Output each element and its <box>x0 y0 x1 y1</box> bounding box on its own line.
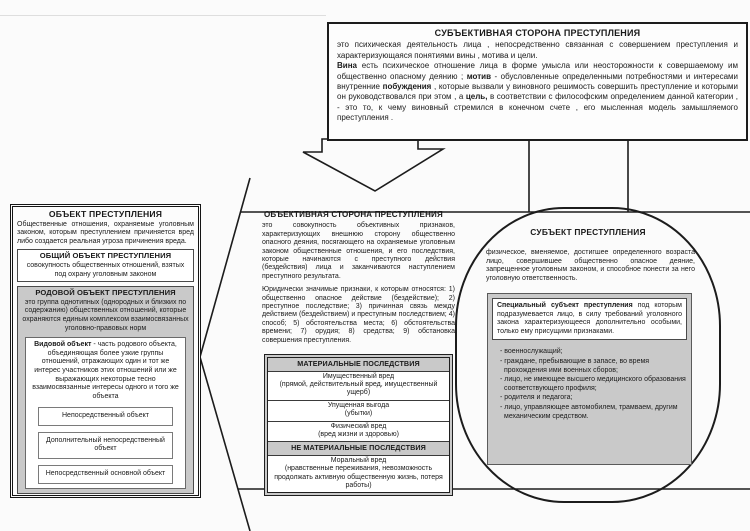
down-arrow <box>303 139 443 191</box>
scan-top-rule <box>0 15 326 16</box>
term-pobuzhdenia: побуждения <box>382 82 432 92</box>
example-item: - граждане, пребывающие в запасе, во время прохождения ими военных сборов; <box>500 357 650 374</box>
table-row <box>268 421 449 442</box>
term-vina-text: есть психическое отношение лица в форме умысла или неосторожности к совершаемому им общественно опасному деянию ; <box>337 61 738 81</box>
general-object-box <box>17 249 194 282</box>
row-detail: (прямой, действительный вред, имущественный ущерб) <box>279 380 438 397</box>
object-intro: Общественные отношения, охраняемые уголовным законом, которым преступлением причиняется вред либо создается реальная угроза причинения вреда. <box>17 220 194 245</box>
special-subject-examples <box>492 348 687 421</box>
table-row <box>268 400 449 421</box>
special-subject-text: под которым подразумевается лицо, в силу требований уголовного закона характеризующееся дополнительно особыми, только ему присущими признаками. <box>497 302 682 335</box>
object-box-inner <box>12 206 199 496</box>
objective-side-title: ОБЪЕКТИВНАЯ СТОРОНА ПРЕСТУПЛЕНИЯ <box>264 210 443 219</box>
left-arrow-head <box>200 178 250 531</box>
general-object-title: ОБЩИЙ ОБЪЕКТ ПРЕСТУПЛЕНИЯ <box>39 251 172 261</box>
generic-object-text: это группа однотипных (однородных и близких по содержанию) общественных отношений, которые охраняются единым комплексом взаимосвязанных уголовно-правовых норм <box>22 298 189 332</box>
example-item: - лицо, управляющее автомобилем, трамваем, другим механическим средством. <box>500 403 678 420</box>
row-detail: (убытки) <box>344 410 373 418</box>
general-object-text: совокупность общественных отношений, взятых под охрану уголовным законом <box>26 261 185 278</box>
main-direct-object-box: Непосредственный основной объект <box>38 465 173 484</box>
additional-direct-object-box: Дополнительный непосредственный объект <box>38 432 173 459</box>
nonmaterial-consequences-header: НЕ МАТЕРИАЛЬНЫЕ ПОСЛЕДСТВИЯ <box>268 441 449 454</box>
species-object-term: Видовой объект <box>34 341 92 349</box>
generic-object-box <box>17 286 194 494</box>
example-item: - военнослужащий; <box>500 348 563 356</box>
row-detail: (вред жизни и здоровью) <box>318 430 399 438</box>
row-detail: (нравственные переживания, невозможность продолжать активную общественную жизнь, потеря работы) <box>274 465 443 489</box>
table-row <box>268 371 449 400</box>
objective-side-signs: Юридически значимые признаки, к которым относятся: 1) общественно опасное действие (бездействие); 2) преступное последствие; 3) причинная связь между действием (бездействием) и преступным последствием; 4) способ; 5) обстоятельства места; 6) обстоятельства времени; 7) орудия; 8) средства; 9) обстановка совершения преступления. <box>262 286 455 344</box>
row-name: Имущественный вред <box>322 372 395 380</box>
term-tsel: цель, <box>465 92 488 102</box>
term-pobuzhdenia-text: , которые вызвали у виновного решимость совершить преступление и которыми он руководствовался при этом , а <box>337 82 738 102</box>
objective-side-intro: это совокупность объективных признаков, характеризующих внешнюю сторону общественно опасного деяния, посягающего на охраняемые уголовным законом общественные отношения, и его последствия, которые начинаются с преступного действия (бездействия) лица и заканчиваются наступлением преступного результата. <box>262 222 455 280</box>
consequences-table-inner <box>267 357 450 493</box>
example-item: - родителя и педагога; <box>500 394 573 402</box>
species-object-text: - часть родового объекта, объединяющая более узкие группы отношений, отражающих один и тот же интерес участников этих отношений или же выражающих некоторые тесно взаимосвязанные интересы одного и того же объекта <box>32 341 179 400</box>
row-name: Физический вред <box>330 422 387 430</box>
special-subject-term: Специальный субъект преступления <box>497 302 633 309</box>
object-box <box>10 204 201 498</box>
row-name: Упущенная выгода <box>327 401 390 409</box>
subjective-side-definitions <box>337 61 738 123</box>
material-consequences-header: МАТЕРИАЛЬНЫЕ ПОСЛЕДСТВИЯ <box>268 358 449 370</box>
term-motiv-text: - обусловленные определенными потребностями и интересами внутренние <box>337 71 738 92</box>
example-item: - лицо, не имеющее высшего медицинского образования соответствующего профиля; <box>500 376 686 392</box>
subjective-side-box <box>327 22 748 141</box>
subjective-side-title: СУБЪЕКТИВНАЯ СТОРОНА ПРЕСТУПЛЕНИЯ <box>434 28 641 38</box>
term-tsel-text: в соответствии с философским определением данной категории , - это то, к чему виновный стремился в конечном счете , его мысленная модель замышляемого преступления . <box>337 92 739 123</box>
objective-side-section <box>262 211 455 496</box>
species-object-box <box>25 337 186 489</box>
term-vina: Вина <box>337 61 357 71</box>
direct-object-box: Непосредственный объект <box>38 407 173 426</box>
subjective-side-intro: это психическая деятельность лица , непосредственно связанная с совершением преступления и характеризующаяся понятиями вины , мотива и цели. <box>337 40 738 60</box>
consequences-table <box>264 354 453 496</box>
table-row <box>268 455 449 493</box>
special-subject-box <box>492 298 687 340</box>
special-subject-panel <box>487 293 692 465</box>
term-motiv: мотив <box>466 71 491 81</box>
subject-intro: физическое, вменяемое, достигшее определенного возраста лицо, совершившее общественно опасное деяние, запрещенное уголовным законом, и способное понести за него уголовную ответственность. <box>486 249 695 282</box>
object-title: ОБЪЕКТ ПРЕСТУПЛЕНИЯ <box>48 209 163 219</box>
row-name: Моральный вред <box>330 456 387 464</box>
subject-title: СУБЪЕКТ ПРЕСТУПЛЕНИЯ <box>530 227 646 237</box>
generic-object-title: РОДОВОЙ ОБЪЕКТ ПРЕСТУПЛЕНИЯ <box>35 288 176 298</box>
